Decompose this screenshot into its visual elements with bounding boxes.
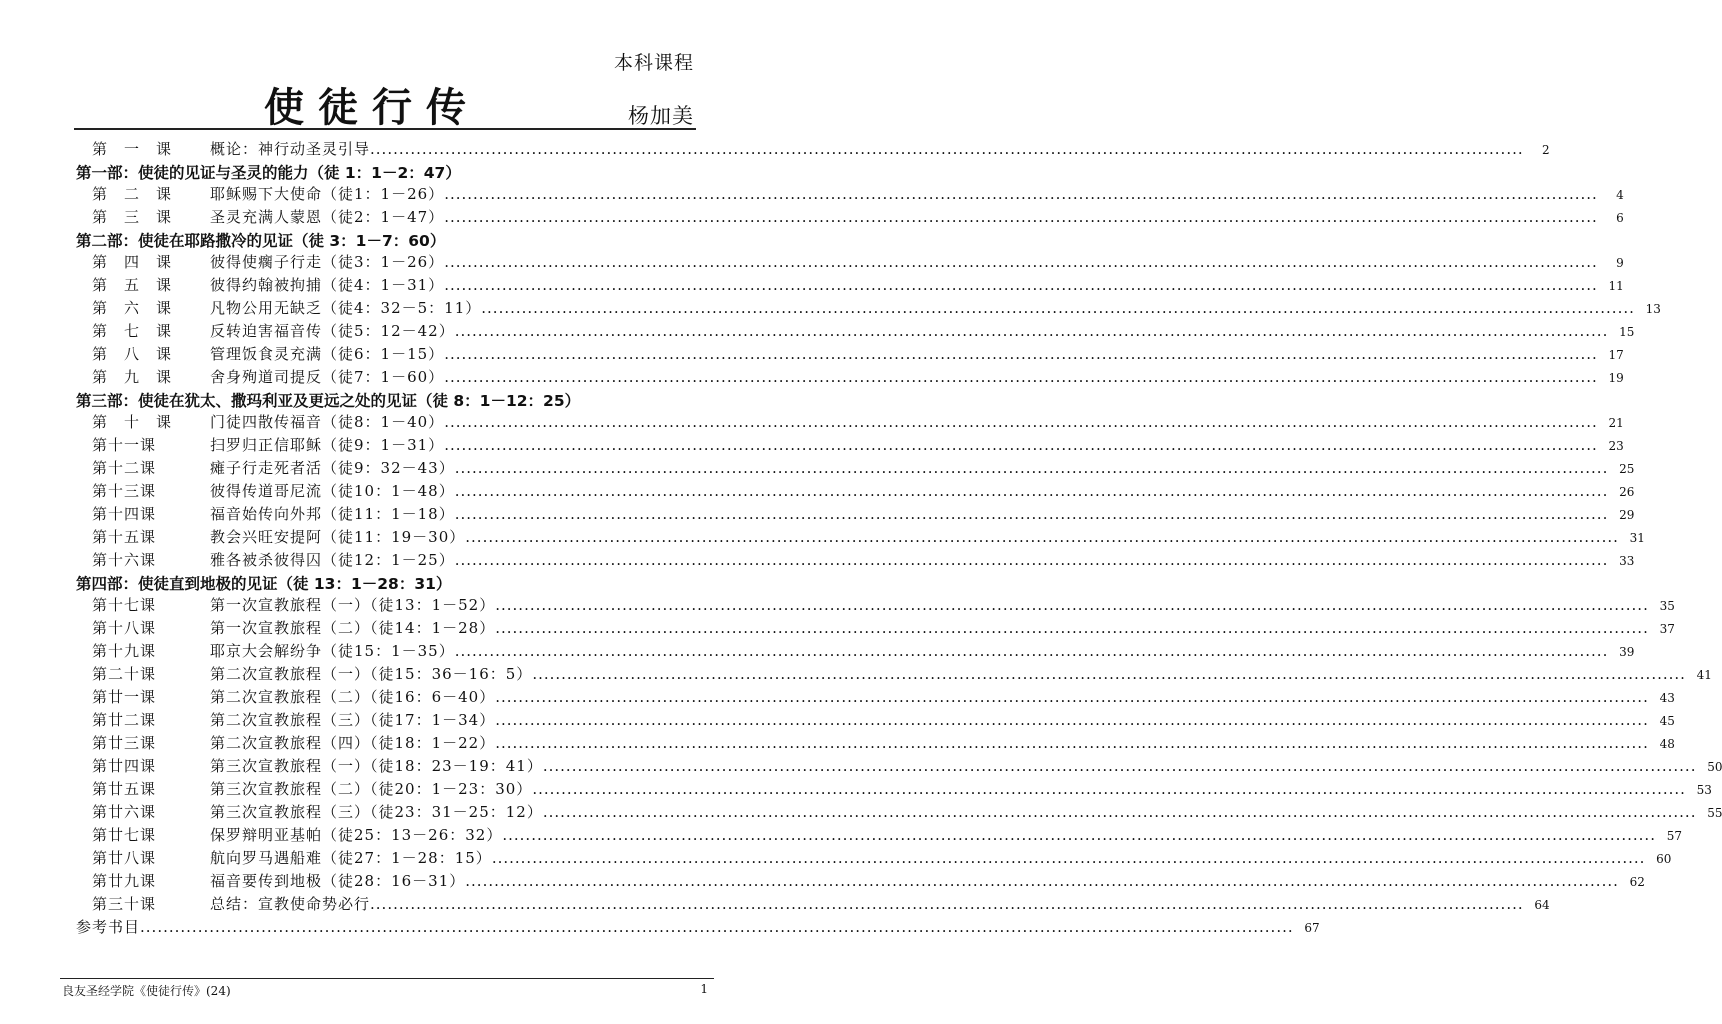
entry-title: 舍身殉道司提反（徒7：1－60） [210,368,445,386]
lesson-number: 第廿三课 [92,734,157,752]
lesson-number: 第 七 课 [92,322,173,340]
lesson-number: 第十一课 [92,436,157,454]
entry-title-with-leader [210,343,1598,364]
dot-leader: ........................................................................................................................................................................................................ [465,872,1619,890]
entry-title: 管理饭食灵充满（徒6：1－15） [210,345,445,363]
lesson-number: 第十九课 [92,642,157,660]
lesson-number: 第十七课 [92,596,157,614]
lesson-number: 第廿四课 [92,757,157,775]
lesson-number: 第 一 课 [92,140,173,158]
lesson-number: 第二十课 [92,665,157,683]
author-name: 杨加美 [628,104,694,128]
entry-title-with-leader [210,138,1524,159]
lesson-number: 第廿一课 [92,688,157,706]
entry-title: 彼得约翰被拘捕（徒4：1－31） [210,276,445,294]
lesson-number: 第 四 课 [92,253,173,271]
dot-leader: ........................................................................................................................................................................................................ [444,368,1598,386]
lesson-number: 第十六课 [92,551,157,569]
page-number: 50 [1707,760,1722,774]
entry-title: 雅各被杀彼得囚（徒12：1－25） [210,551,455,569]
page-number: 9 [1616,256,1624,270]
dot-leader: ........................................................................................................................................................................................................ [454,482,1609,500]
entry-title: 圣灵充满人蒙恩（徒2：1－47） [210,208,445,226]
page-number: 25 [1619,462,1635,476]
entry-title: 第二次宣教旅程（三）（徒17：1－34） [210,711,496,729]
toc-lesson-entry [76,778,1712,801]
page-number: 43 [1659,691,1675,705]
toc-lesson-entry [76,617,1675,640]
entry-title-with-leader [210,480,1608,501]
toc-lesson-entry [76,755,1722,778]
entry-title-with-leader [210,594,1649,615]
page-number: 37 [1659,622,1675,636]
toc-lesson-entry [76,251,1624,274]
entry-title: 第一次宣教旅程（一）（徒13：1－52） [210,596,496,614]
toc-lesson-entry [76,320,1635,343]
toc-lesson-entry [76,640,1635,663]
lesson-number: 第廿八课 [92,849,157,867]
toc-lesson-entry [76,847,1672,870]
lesson-number: 第 八 课 [92,345,173,363]
toc-lesson-entry [76,893,1550,916]
toc-lesson-entry [76,732,1675,755]
dot-leader: ........................................................................................................................................................................................................ [532,665,1686,683]
toc-lesson-entry [76,663,1712,686]
lesson-number: 第廿二课 [92,711,157,729]
lesson-number: 第廿六课 [92,803,157,821]
page-number: 13 [1645,302,1661,316]
footer-source: 良友圣经学院《使徒行传》(24) [62,984,231,998]
entry-title: 反转迫害福音传（徒5：12－42） [210,322,455,340]
page-number: 35 [1659,599,1675,613]
entry-title: 第一次宣教旅程（二）（徒14：1－28） [210,619,496,637]
page-number: 15 [1619,325,1635,339]
entry-title-with-leader [210,434,1598,455]
entry-title: 第三次宣教旅程（一）（徒18：23－19：41） [210,757,543,775]
toc-section-heading [76,572,696,594]
dot-leader: ........................................................................................................................................................................................................ [444,436,1598,454]
page-number: 2 [1542,143,1550,157]
dot-leader: ........................................................................................................................................................................................................ [454,505,1609,523]
entry-title-with-leader [210,640,1608,661]
entry-title-with-leader [210,183,1598,204]
toc-lesson-entry [76,297,1661,320]
entry-title-with-leader [210,297,1635,318]
page-number: 21 [1608,416,1624,430]
dot-leader: ........................................................................................................................................................................................................ [444,208,1598,226]
entry-title: 教会兴旺安提阿（徒11：19－30） [210,528,466,546]
page-number: 55 [1707,806,1722,820]
toc-lesson-entry [76,686,1675,709]
page-number: 4 [1616,188,1624,202]
dot-leader: ........................................................................................................................................................................................................ [454,551,1609,569]
toc-lesson-entry [76,183,1624,206]
page-number: 57 [1666,829,1682,843]
toc-lesson-entry [76,457,1635,480]
entry-title-with-leader [210,320,1608,341]
page-number: 17 [1608,348,1624,362]
toc-section-heading [76,389,696,411]
dot-leader: ........................................................................................................................................................................................................ [481,299,1635,317]
toc-lesson-entry [76,870,1645,893]
course-type-label: 本科课程 [613,52,694,74]
entry-title: 第二次宣教旅程（一）（徒15：36－16：5） [210,665,533,683]
lesson-number: 第十八课 [92,619,157,637]
dot-leader: ........................................................................................................................................................................................................ [495,711,1649,729]
dot-leader: ........................................................................................................................................................................................................ [444,253,1598,271]
section-title: 第二部：使徒在耶路撒冷的见证（徒 3：1－7：60） [76,232,446,250]
entry-title: 凡物公用无缺乏（徒4：32－5：11） [210,299,482,317]
dot-leader: ........................................................................................................................................................................................................ [495,596,1649,614]
dot-leader: ........................................................................................................................................................................................................ [542,757,1697,775]
entry-title-with-leader [210,549,1608,570]
page-number: 45 [1659,714,1675,728]
entry-title-with-leader [210,366,1598,387]
toc-lesson-entry [76,801,1722,824]
dot-leader: ........................................................................................................................................................................................................ [140,918,1294,936]
lesson-number: 第 三 课 [92,208,173,226]
dot-leader: ........................................................................................................................................................................................................ [444,185,1598,203]
entry-title: 第二次宣教旅程（二）（徒16：6－40） [210,688,496,706]
entry-title: 总结：宣教使命势必行 [210,895,371,913]
dot-leader: ........................................................................................................................................................................................................ [444,345,1598,363]
toc-lesson-entry [76,138,1550,161]
entry-title-with-leader [210,847,1645,868]
footer-page-number: 1 [700,982,708,996]
entry-title-with-leader [210,893,1524,914]
lesson-number: 第十二课 [92,459,157,477]
toc-lesson-entry [76,411,1624,434]
entry-title-with-leader [210,778,1686,799]
dot-leader: ........................................................................................................................................................................................................ [532,780,1686,798]
entry-title: 航向罗马遇船难（徒27：1－28：15） [210,849,492,867]
page-number: 19 [1608,371,1624,385]
page-number: 60 [1656,852,1672,866]
section-title: 第四部：使徒直到地极的见证（徒 13：1－28：31） [76,575,452,593]
lesson-number: 第三十课 [92,895,157,913]
entry-title-with-leader [76,916,1294,937]
lesson-number: 第十四课 [92,505,157,523]
dot-leader: ........................................................................................................................................................................................................ [370,140,1524,158]
lesson-number: 第十三课 [92,482,157,500]
entry-title-with-leader [210,870,1619,891]
dot-leader: ........................................................................................................................................................................................................ [444,276,1598,294]
entry-title: 参考书目 [76,918,141,936]
page-number: 23 [1608,439,1624,453]
entry-title-with-leader [210,617,1649,638]
entry-title-with-leader [210,274,1598,295]
toc-section-heading [76,161,696,183]
toc-lesson-entry [76,274,1624,297]
entry-title-with-leader [210,663,1686,684]
dot-leader: ........................................................................................................................................................................................................ [444,413,1598,431]
table-of-contents [76,138,1722,939]
entry-title-with-leader [210,824,1656,845]
page-number: 53 [1696,783,1712,797]
toc-lesson-entry [76,434,1624,457]
entry-title-with-leader [210,709,1649,730]
entry-title: 彼得使瘸子行走（徒3：1－26） [210,253,445,271]
entry-title-with-leader [210,801,1696,822]
entry-title: 耶京大会解纷争（徒15：1－35） [210,642,455,660]
page-number: 67 [1304,921,1320,935]
lesson-number: 第 二 课 [92,185,173,203]
lesson-number: 第廿七课 [92,826,157,844]
section-title: 第一部：使徒的见证与圣灵的能力（徒 1：1－2：47） [76,164,461,182]
page-number: 64 [1534,898,1550,912]
toc-references-entry [76,916,1320,939]
entry-title-with-leader [210,457,1608,478]
page-number: 6 [1616,211,1624,225]
lesson-number: 第廿九课 [92,872,157,890]
entry-title: 第三次宣教旅程（三）（徒23：31－25：12） [210,803,543,821]
entry-title: 福音要传到地极（徒28：16－31） [210,872,466,890]
dot-leader: ........................................................................................................................................................................................................ [454,322,1609,340]
toc-section-heading [76,229,696,251]
entry-title: 第三次宣教旅程（二）（徒20：1－23：30） [210,780,533,798]
dot-leader: ........................................................................................................................................................................................................ [454,459,1609,477]
entry-title-with-leader [210,206,1598,227]
toc-lesson-entry [76,709,1675,732]
entry-title: 福音始传向外邦（徒11：1－18） [210,505,455,523]
entry-title: 门徒四散传福音（徒8：1－40） [210,413,445,431]
toc-lesson-entry [76,526,1645,549]
toc-lesson-entry [76,549,1635,572]
entry-title-with-leader [210,755,1696,776]
header-divider [74,128,696,130]
entry-title-with-leader [210,503,1608,524]
toc-lesson-entry [76,480,1635,503]
dot-leader: ........................................................................................................................................................................................................ [495,688,1649,706]
entry-title: 彼得传道哥尼流（徒10：1－48） [210,482,455,500]
toc-lesson-entry [76,343,1624,366]
entry-title: 扫罗归正信耶稣（徒9：1－31） [210,436,445,454]
lesson-number: 第 九 课 [92,368,173,386]
toc-lesson-entry [76,594,1675,617]
page-number: 48 [1659,737,1675,751]
dot-leader: ........................................................................................................................................................................................................ [495,734,1649,752]
dot-leader: ........................................................................................................................................................................................................ [502,826,1656,844]
lesson-number: 第 十 课 [92,413,173,431]
page-number: 62 [1629,875,1645,889]
page-number: 31 [1629,531,1645,545]
entry-title: 概论：神行动圣灵引导 [210,140,371,158]
page-number: 11 [1608,279,1624,293]
entry-title: 第二次宣教旅程（四）（徒18：1－22） [210,734,496,752]
dot-leader: ........................................................................................................................................................................................................ [370,895,1524,913]
section-title: 第三部：使徒在犹太、撒玛利亚及更远之处的见证（徒 8：1－12：25） [76,392,581,410]
toc-lesson-entry [76,824,1682,847]
entry-title-with-leader [210,251,1598,272]
dot-leader: ........................................................................................................................................................................................................ [542,803,1697,821]
lesson-number: 第廿五课 [92,780,157,798]
page-number: 26 [1619,485,1635,499]
entry-title: 耶稣赐下大使命（徒1：1－26） [210,185,445,203]
dot-leader: ........................................................................................................................................................................................................ [491,849,1646,867]
page-number: 33 [1619,554,1635,568]
dot-leader: ........................................................................................................................................................................................................ [465,528,1619,546]
page-number: 39 [1619,645,1635,659]
entry-title-with-leader [210,526,1619,547]
page-number: 29 [1619,508,1635,522]
footer-divider [60,978,714,979]
toc-lesson-entry [76,206,1624,229]
dot-leader: ........................................................................................................................................................................................................ [495,619,1649,637]
lesson-number: 第 五 课 [92,276,173,294]
entry-title-with-leader [210,686,1649,707]
entry-title: 瘫子行走死者活（徒9：32－43） [210,459,455,477]
entry-title-with-leader [210,411,1598,432]
entry-title-with-leader [210,732,1649,753]
document-title: 使徒行传 [264,84,480,131]
dot-leader: ........................................................................................................................................................................................................ [454,642,1609,660]
lesson-number: 第十五课 [92,528,157,546]
entry-title: 保罗辩明亚基帕（徒25：13－26：32） [210,826,503,844]
toc-lesson-entry [76,503,1635,526]
page-number: 41 [1696,668,1712,682]
toc-lesson-entry [76,366,1624,389]
lesson-number: 第 六 课 [92,299,173,317]
